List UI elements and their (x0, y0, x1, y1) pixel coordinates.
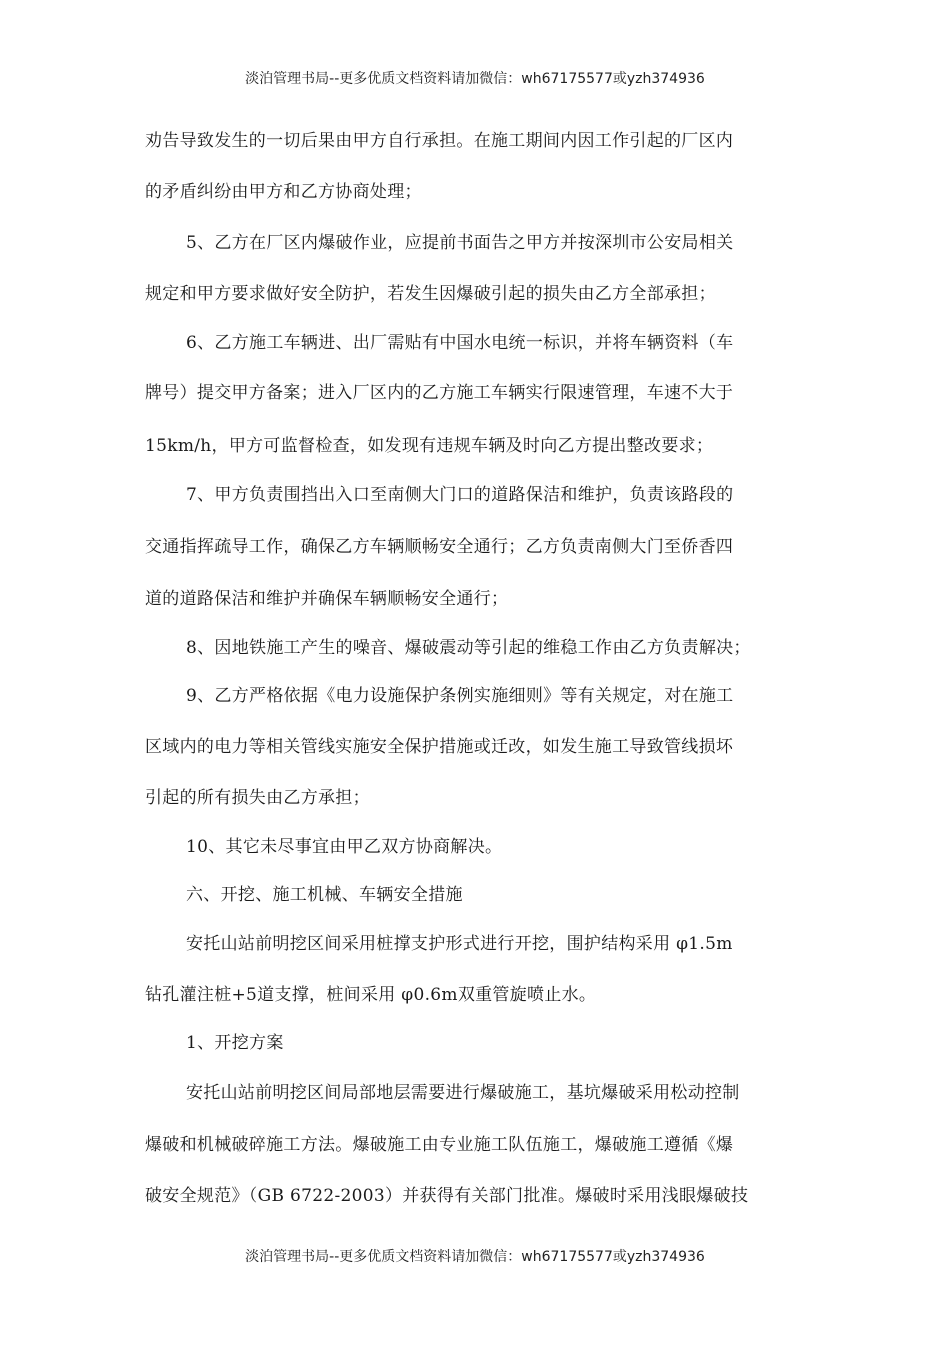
text-line: 钻孔灌注桩+5道支撑，桩间采用 φ0.6m双重管旋喷止水。 (145, 985, 597, 1005)
text-line: 15km/h，甲方可监督检查，如发现有违规车辆及时向乙方提出整改要求； (145, 436, 714, 456)
text-line: 破安全规范》（GB 6722-2003）并获得有关部门批准。爆破时采用浅眼爆破技 (145, 1186, 749, 1206)
text-line: 6、乙方施工车辆进、出厂需贴有中国水电统一标识，并将车辆资料（车 (186, 333, 734, 353)
text-line: 5、乙方在厂区内爆破作业，应提前书面告之甲方并按深圳市公安局相关 (186, 233, 734, 253)
text-line: 10、其它未尽事宜由甲乙双方协商解决。 (186, 837, 503, 857)
text-line: 劝告导致发生的一切后果由甲方自行承担。在施工期间内因工作引起的厂区内 (145, 131, 734, 151)
text-line: 规定和甲方要求做好安全防护，若发生因爆破引起的损失由乙方全部承担； (145, 284, 716, 304)
page-footer: 淡泊管理书局--更多优质文档资料请加微信：wh67175577或yzh374936 (245, 1249, 705, 1265)
text-line: 引起的所有损失由乙方承担； (145, 788, 370, 808)
text-line: 8、因地铁施工产生的噪音、爆破震动等引起的维稳工作由乙方负责解决； (186, 638, 751, 658)
text-line: 7、甲方负责围挡出入口至南侧大门口的道路保洁和维护，负责该路段的 (186, 485, 734, 505)
text-line: 安托山站前明挖区间采用桩撑支护形式进行开挖，围护结构采用 φ1.5m (186, 934, 733, 954)
subsection-heading: 1、开挖方案 (186, 1033, 284, 1053)
text-line: 交通指挥疏导工作，确保乙方车辆顺畅安全通行；乙方负责南侧大门至侨香四 (145, 537, 734, 557)
text-line: 爆破和机械破碎施工方法。爆破施工由专业施工队伍施工，爆破施工遵循《爆 (145, 1135, 734, 1155)
text-line: 道的道路保洁和维护并确保车辆顺畅安全通行； (145, 589, 509, 609)
text-line: 安托山站前明挖区间局部地层需要进行爆破施工，基坑爆破采用松动控制 (186, 1083, 740, 1103)
text-line: 牌号）提交甲方备案；进入厂区内的乙方施工车辆实行限速管理，车速不大于 (145, 383, 734, 403)
text-line: 区域内的电力等相关管线实施安全保护措施或迁改，如发生施工导致管线损坏 (145, 737, 734, 757)
page-header: 淡泊管理书局--更多优质文档资料请加微信：wh67175577或yzh374936 (245, 71, 705, 87)
text-line: 的矛盾纠纷由甲方和乙方协商处理； (145, 182, 422, 202)
text-line: 9、乙方严格依据《电力设施保护条例实施细则》等有关规定，对在施工 (186, 686, 734, 706)
section-heading: 六、开挖、施工机械、车辆安全措施 (186, 885, 463, 905)
